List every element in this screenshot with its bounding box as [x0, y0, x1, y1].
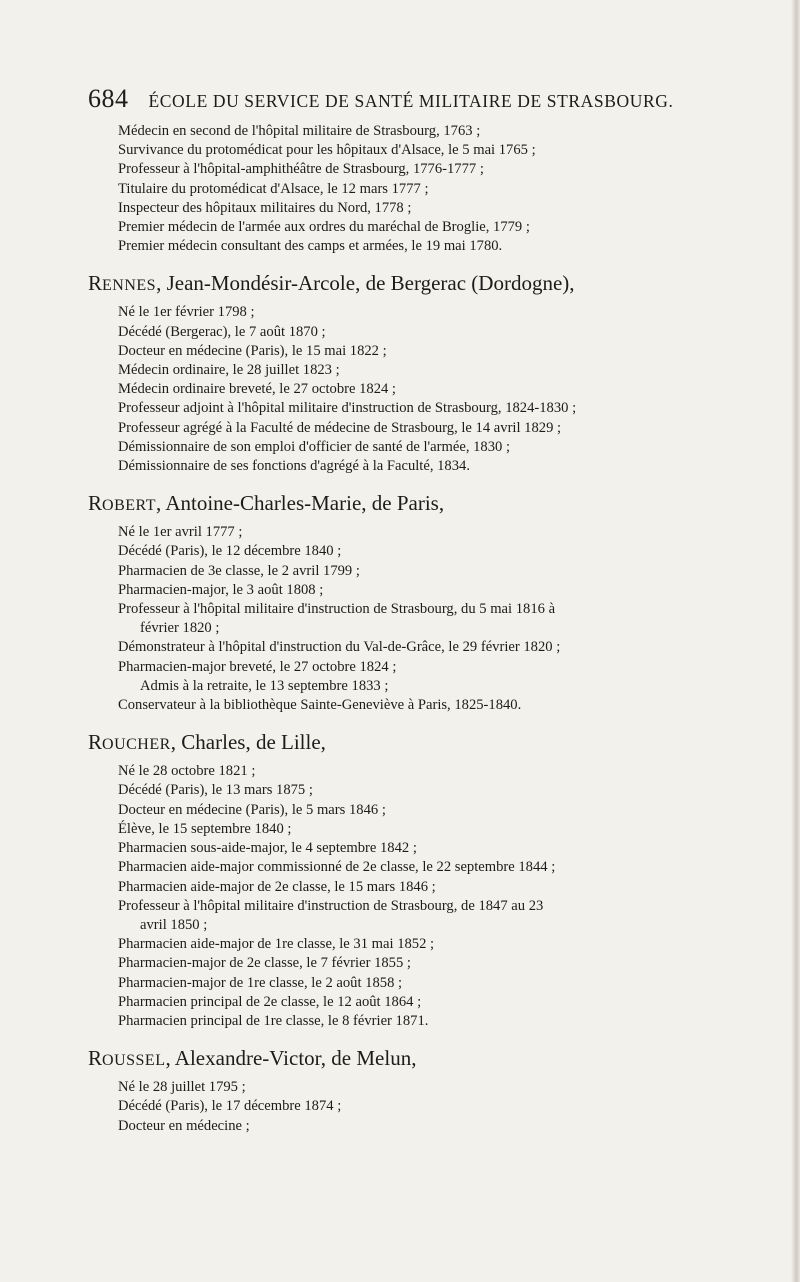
entry-line: Médecin ordinaire, le 28 juillet 1823 ; — [118, 362, 340, 379]
surname-small-caps: OUCHER — [102, 736, 171, 754]
intro-line: Médecin en second de l'hôpital militaire de Strasbourg, 1763 ; — [118, 123, 481, 139]
entry-line: Pharmacien aide-major commissionné de 2e classe, le 22 septembre 1844 ; — [118, 859, 556, 876]
page-body — [88, 122, 702, 1136]
entry-line: Démonstrateur à l'hôpital d'instruction du Val-de-Grâce, le 29 février 1820 ; — [118, 639, 561, 656]
entry-line: Professeur adjoint à l'hôpital militaire d'instruction de Strasbourg, 1824-1830 ; — [118, 400, 577, 417]
entry-line: Pharmacien principal de 1re classe, le 8 février 1871. — [118, 1012, 429, 1029]
entry-line: Né le 1er avril 1777 ; — [118, 524, 243, 541]
entry-line: avril 1850 ; — [140, 916, 208, 933]
intro-line: Inspecteur des hôpitaux militaires du Nord, 1778 ; — [118, 199, 412, 216]
intro-line: Survivance du protomédicat pour les hôpitaux d'Alsace, le 5 mai 1765 ; — [118, 142, 536, 159]
surname-initial: R — [88, 271, 103, 296]
surname-small-caps: OBERT — [102, 497, 156, 515]
intro-line: Premier médecin de l'armée aux ordres du maréchal de Broglie, 1779 ; — [118, 219, 530, 236]
entry-line: Pharmacien principal de 2e classe, le 12 août 1864 ; — [118, 993, 422, 1010]
entry-line: Démissionnaire de son emploi d'officier de santé de l'armée, 1830 ; — [118, 438, 511, 455]
surname-small-caps: OUSSEL — [102, 1052, 166, 1070]
entry-line: Pharmacien-major de 1re classe, le 2 août 1858 ; — [118, 974, 403, 991]
entry-line: Pharmacien-major breveté, le 27 octobre 1824 ; — [118, 658, 397, 675]
entry-line: Pharmacien-major de 2e classe, le 7 février 1855 ; — [118, 955, 411, 972]
entry-line: Pharmacien sous-aide-major, le 4 septembre 1842 ; — [118, 840, 417, 857]
entry-line: Démissionnaire de ses fonctions d'agrégé à la Faculté, 1834. — [118, 458, 470, 475]
entry-line: Docteur en médecine (Paris), le 15 mai 1822 ; — [118, 342, 387, 359]
entry-line: Né le 1er février 1798 ; — [118, 304, 255, 321]
entry-line: Décédé (Paris), le 17 décembre 1874 ; — [118, 1098, 342, 1115]
entry-lines — [118, 523, 702, 715]
entry-line: Décédé (Bergerac), le 7 août 1870 ; — [118, 323, 326, 340]
entry-lines — [118, 303, 702, 476]
entry-lines — [118, 762, 702, 1031]
intro-line: Titulaire du protomédicat d'Alsace, le 12 mars 1777 ; — [118, 180, 429, 197]
entry-line: Pharmacien de 3e classe, le 2 avril 1799 ; — [118, 562, 360, 579]
entry-line: Docteur en médecine ; — [118, 1117, 250, 1134]
intro-line: Professeur à l'hôpital-amphithéâtre de Strasbourg, 1776-1777 ; — [118, 161, 484, 178]
entry-heading — [88, 729, 702, 758]
entry-line: Pharmacien aide-major de 1re classe, le 31 mai 1852 ; — [118, 936, 435, 953]
entries-list — [88, 270, 702, 1135]
running-title: ÉCOLE DU SERVICE DE SANTÉ MILITAIRE DE STRASBOURG. — [148, 91, 674, 111]
entry-line: Conservateur à la bibliothèque Sainte-Geneviève à Paris, 1825-1840. — [118, 697, 522, 714]
entry-line: Docteur en médecine (Paris), le 5 mars 1846 ; — [118, 801, 386, 818]
entry-line: Admis à la retraite, le 13 septembre 1833 ; — [140, 677, 389, 694]
entry-line: Né le 28 juillet 1795 ; — [118, 1079, 246, 1096]
entry-line: Professeur à l'hôpital militaire d'instruction de Strasbourg, de 1847 au 23 — [118, 897, 544, 914]
entry-line: Décédé (Paris), le 12 décembre 1840 ; — [118, 543, 342, 560]
surname-initial: R — [88, 1046, 103, 1071]
intro-continuation — [118, 122, 702, 256]
entry-line: Professeur agrégé à la Faculté de médecine de Strasbourg, le 14 avril 1829 ; — [118, 419, 562, 436]
surname-initial: R — [88, 730, 103, 755]
page-number: 684 — [88, 84, 129, 113]
entry-line: Pharmacien aide-major de 2e classe, le 15 mars 1846 ; — [118, 878, 436, 895]
page-edge-shadow — [791, 0, 800, 1282]
entry-line: Pharmacien-major, le 3 août 1808 ; — [118, 581, 324, 598]
entry-line: Né le 28 octobre 1821 ; — [118, 763, 256, 780]
entry-line: Élève, le 15 septembre 1840 ; — [118, 820, 292, 837]
biography-entry — [88, 270, 702, 476]
entry-heading — [88, 1045, 702, 1074]
entry-line: Médecin ordinaire breveté, le 27 octobre 1824 ; — [118, 381, 396, 398]
surname-initial: R — [88, 491, 103, 516]
biography-entry — [88, 1045, 702, 1136]
entry-heading — [88, 270, 702, 299]
biography-entry — [88, 729, 702, 1031]
page-header — [88, 84, 698, 114]
entry-line: février 1820 ; — [140, 620, 220, 637]
heading-names-origin: , Antoine-Charles-Marie, de Paris, — [156, 491, 445, 516]
entry-lines — [118, 1078, 702, 1136]
intro-line: Premier médecin consultant des camps et armées, le 19 mai 1780. — [118, 238, 503, 255]
entry-line: Décédé (Paris), le 13 mars 1875 ; — [118, 782, 313, 799]
entry-line: Professeur à l'hôpital militaire d'instruction de Strasbourg, du 5 mai 1816 à — [118, 601, 556, 618]
heading-names-origin: , Jean-Mondésir-Arcole, de Bergerac (Dordogne), — [156, 271, 575, 296]
biography-entry — [88, 490, 702, 715]
entry-heading — [88, 490, 702, 519]
surname-small-caps: ENNES — [102, 277, 157, 295]
heading-names-origin: , Charles, de Lille, — [170, 730, 326, 755]
heading-names-origin: , Alexandre-Victor, de Melun, — [165, 1046, 417, 1071]
